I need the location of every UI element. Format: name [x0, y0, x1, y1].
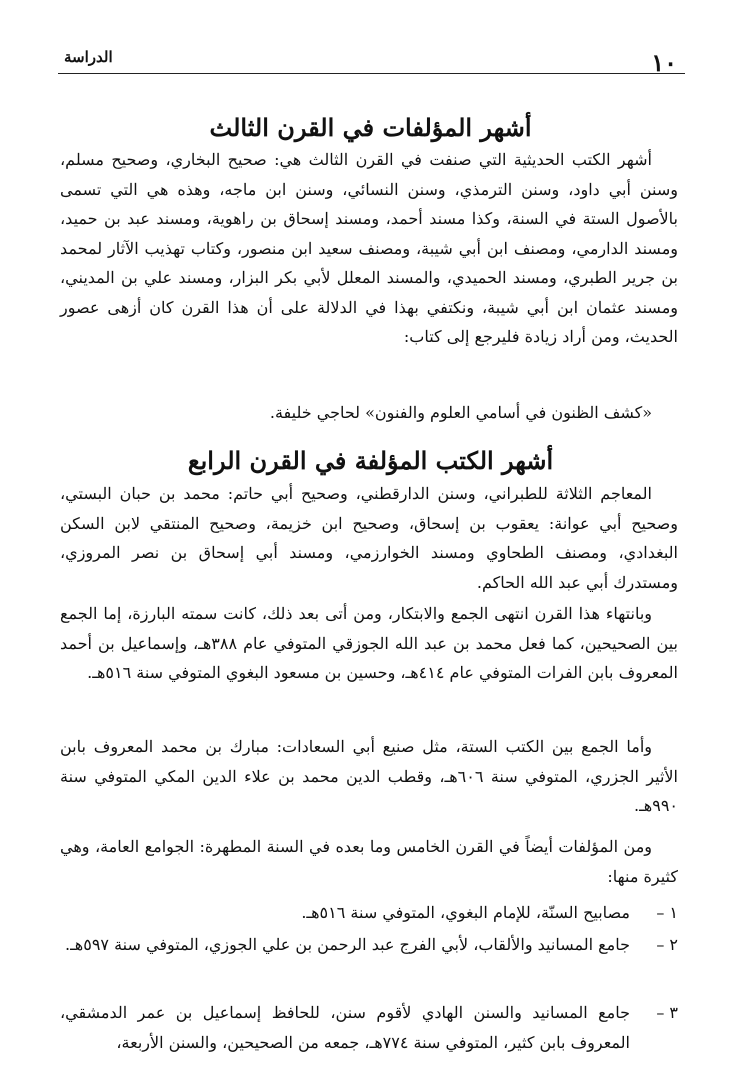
section-heading-third-century: أشهر المؤلفات في القرن الثالث	[209, 113, 532, 142]
list-item-number: ٢ –	[656, 935, 678, 954]
list-item-number: ٣ –	[656, 1003, 678, 1022]
section-heading-fourth-century: أشهر الكتب المؤلفة في القرن الرابع	[187, 446, 554, 475]
paragraph-fourth-century-4: ومن المؤلفات أيضاً في القرن الخامس وما بعده في السنة المطهرة: الجوامع العامة، وهي كثيرة منها:	[60, 837, 678, 886]
list-item	[60, 898, 678, 928]
paragraph-fourth-century-2: وبانتهاء هذا القرن انتهى الجمع والابتكار، ومن أتى بعد ذلك، كانت سمته البارزة، إما الجمع بين الصحيحين، كما فعل محمد بن عبد الله الجوزقي المتوفي عام ٣٨٨هـ، وإسماعيل بن أحمد المعروف بابن الفرات المتوفي عام ٤١٤هـ، وحسين بن مسعود البغوي المتوفي سنة ٥١٦هـ.	[60, 604, 679, 682]
list-item-text: جامع المسانيد والألقاب، لأبي الفرج عبد الرحمن بن علي الجوزي، المتوفي سنة ٥٩٧هـ.	[65, 935, 630, 954]
page-number: ١٠	[651, 48, 677, 77]
list-item	[60, 930, 678, 960]
list-item-number: ١ –	[656, 903, 678, 922]
paragraph-fourth-century-1: المعاجم الثلاثة للطبراني، وسنن الدارقطني، وصحيح أبي حاتم: محمد بن حبان البستي، وصحيح أبي عوانة: يعقوب بن إسحاق، وصحيح ابن خزيمة، وصحيح المنتقي لابن السكن البغدادي، ومصنف الطحاوي ومسند الخوارزمي، ومسند أبي إسحاق بن نصر المروزي، ومستدرك أبي عبد الله الحاكم.	[60, 484, 678, 592]
page-header	[58, 38, 685, 77]
paragraph-fourth-century-3: وأما الجمع بين الكتب الستة، مثل صنيع أبي السعادات: مبارك بن محمد المعروف بابن الأثير الجزري، المتوفي سنة ٦٠٦هـ، وقطب الدين محمد بن علاء الدين المكي المتوفي سنة ٩٩٠هـ.	[60, 737, 678, 815]
list-item	[60, 998, 678, 1057]
paragraph-third-century: أشهر الكتب الحديثية التي صنفت في القرن الثالث هي: صحيح البخاري، وصحيح مسلم، وسنن أبي داود، وسنن الترمذي، وسنن النسائي، وسنن ابن ماجه، وهذه هي التي تسمى بالأصول الستة في السنة، وكذا مسند أحمد، ومسند إسحاق بن راهوية، ومسند عبد بن حميد، ومسند الدارمي، ومصنف ابن أبي شيبة، ومصنف سعيد ابن منصور، وكتاب تهذيب الآثار لمحمد بن جرير الطبري، ومسند الحميدي، والمسند المعلل لأبي بكر البزار، ومسند علي بن المديني، ومسند عثمان ابن أبي شيبة، ونكتفي بهذا في الدلالة على أن هذا القرن كان أزهى عصور الحديث، ومن أراد زيادة فليرجع إلى كتاب:	[60, 150, 678, 346]
list-item-text: جامع المسانيد والسنن الهادي لأقوم سنن، للحافظ إسماعيل بن عمر الدمشقي، المعروف بابن كثير، المتوفي سنة ٧٧٤هـ، جمعه من الصحيحين، والسنن الأربعة،	[60, 1003, 630, 1052]
list-item-text: مصابيح السنّة، للإمام البغوي، المتوفي سنة ٥١٦هـ.	[301, 903, 630, 922]
running-title: الدراسة	[64, 48, 113, 66]
reference-kashf-al-zunun: «كشف الظنون في أسامي العلوم والفنون» لحاجي خليفة.	[269, 403, 652, 422]
header-rule	[58, 73, 685, 74]
